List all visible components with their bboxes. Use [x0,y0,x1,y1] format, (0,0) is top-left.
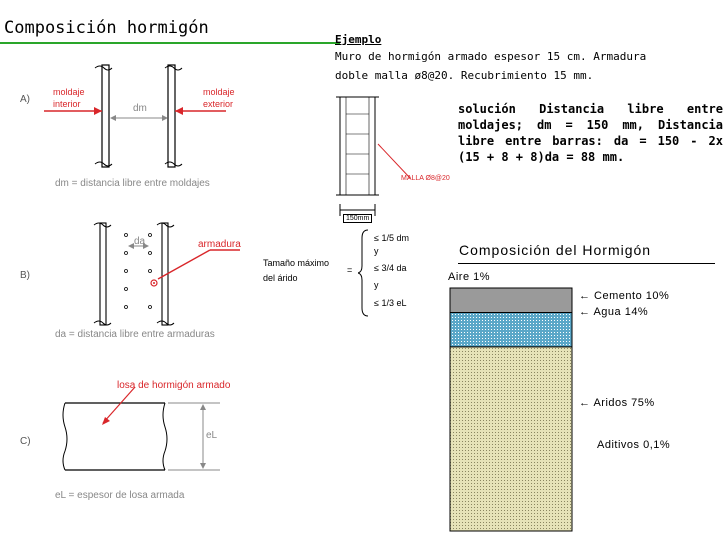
moldaje-exterior-word2: exterior [203,99,234,109]
tamano-y-1: y [374,246,379,256]
section-c-label: C) [20,436,31,447]
page-title: Composición hormigón [4,18,209,38]
composition-title: Composición del Hormigón [459,242,652,258]
example-line-2: doble malla ø8@20. Recubrimiento 15 mm. [335,69,594,82]
example-line-1: Muro de hormigón armado espesor 15 cm. Armadura [335,50,647,63]
tamano-y-2: y [374,280,379,290]
dm-label: dm [133,103,147,114]
composition-stacked-bar [449,287,573,532]
tamano-label-1: Tamaño máximo [263,258,330,268]
aire-label: Aire 1% [448,271,491,283]
example-wall-diagram [328,92,458,232]
bar-segment-agua [450,313,572,347]
bar-segment-cemento [450,288,572,313]
tamano-label-2: del árido [263,273,298,283]
el-label: eL [206,430,218,441]
tamano-rule-3: ≤ 1/3 eL [374,298,407,308]
tamano-rule-2: ≤ 3/4 da [374,263,407,273]
moldaje-interior-word2: interior [53,99,81,109]
solution-text: solución Distancia libre entre moldajes; dm = 150 mm, Distancia libre entre barras: da = 150 - 2x (15 + 8 + 8)da = 88 mm. [458,102,723,164]
caption-b: da = distancia libre entre armaduras [55,329,215,340]
caption-c: eL = espesor de losa armada [55,490,185,501]
caption-a: dm = distancia libre entre moldajes [55,178,210,189]
losa-label: losa de hormigón armado [117,380,231,391]
curly-brace [358,228,372,318]
agua-label: ← Agua 14% [579,306,649,318]
cemento-label: ← Cemento 10% [579,290,670,302]
aridos-label: ← Aridos 75% [579,397,655,409]
diagram-b [90,215,275,333]
width-label: 150mm [343,214,372,223]
tamano-equals: = [347,265,353,275]
aditivos-label: Aditivos 0,1% [597,439,671,451]
malla-label: MALLA Ø8@20 [401,175,450,182]
armadura-label: armadura [198,239,241,250]
tamano-rule-1: ≤ 1/5 dm [374,233,409,243]
moldaje-interior-word1: moldaje [53,87,85,97]
diagram-a [20,60,240,175]
moldaje-exterior-word1: moldaje [203,87,235,97]
section-a-label: A) [20,94,30,105]
example-heading: Ejemplo [335,33,382,46]
composition-rule [458,263,715,264]
section-b-label: B) [20,270,30,281]
da-label: da [134,236,146,247]
bar-segment-aridos [450,347,572,531]
title-underline [0,42,340,44]
